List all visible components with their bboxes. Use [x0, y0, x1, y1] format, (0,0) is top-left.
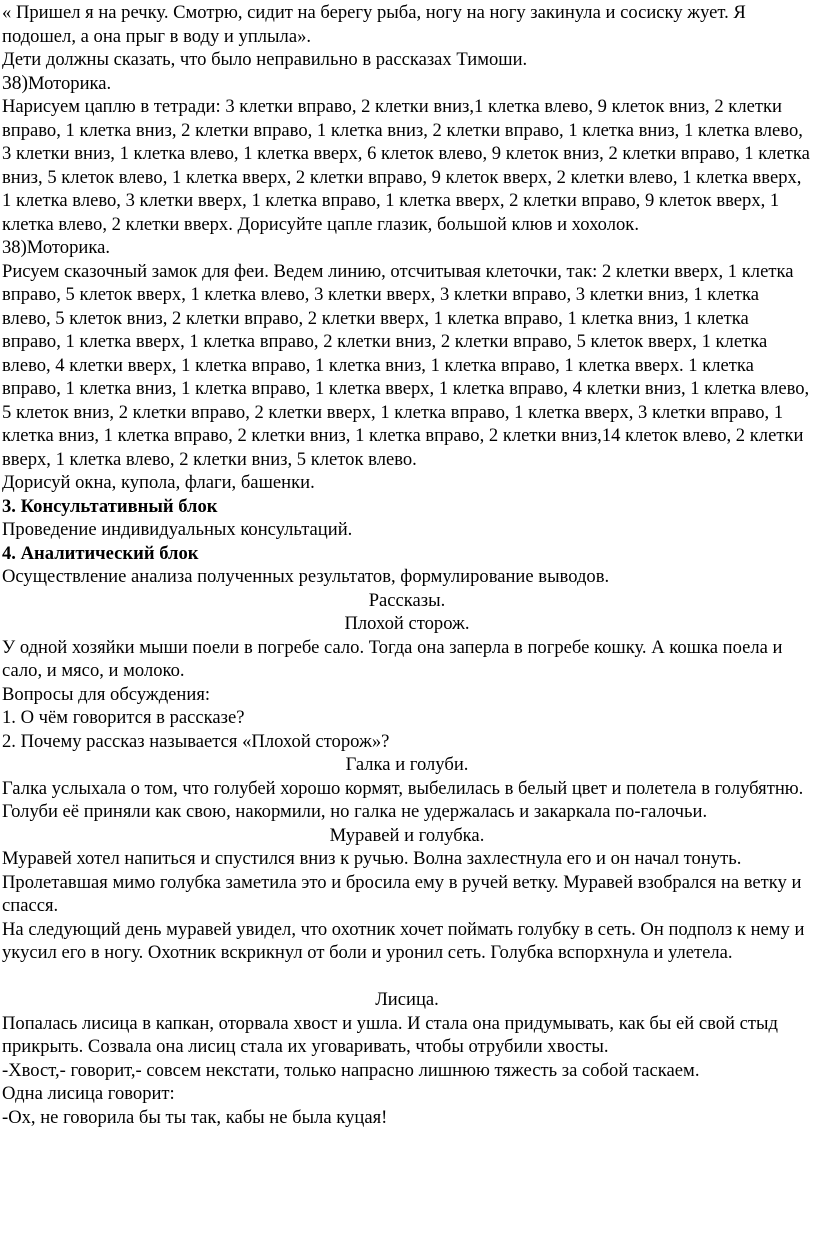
story-title-fox: Лисица. — [375, 989, 439, 1010]
motor-heading-1-number: 38) — [2, 72, 28, 94]
story-text-fox-4: -Ох, не говорила бы ты так, кабы не была куцая! — [2, 1106, 388, 1128]
discussion-question-1: 1. О чём говорится в рассказе? — [2, 707, 245, 728]
story-text-ant-dove-2: На следующий день муравей увидел, что охотник хочет поймать голубку в сеть. Он подполз к нему и укусил его в ногу. Охотник вскрикнул от боли и уронил сеть. Голубка вспорхнула и улетела. — [2, 918, 805, 963]
stories-section-title: Рассказы. — [368, 589, 446, 611]
story-text-fox-1: Попалась лисица в капкан, оторвала хвост и ушла. И стала она придумывать, как бы ей свой стыд прикрыть. Созвала она лисиц стала их уговаривать, чтобы отрубили хвосты. — [2, 1012, 778, 1057]
motor-heading-1-label: Моторика. — [28, 72, 112, 94]
analytic-text: Осуществление анализа полученных результатов, формулирование выводов. — [2, 566, 610, 587]
motor-heading-1 — [2, 72, 812, 96]
consult-text: Проведение индивидуальных консультаций. — [2, 519, 353, 540]
consult-heading: 3. Консультативный блок — [2, 495, 218, 517]
motor-heading-2: 38)Моторика. — [2, 237, 110, 258]
analytic-heading: 4. Аналитический блок — [2, 542, 199, 564]
intro-task: Дети должны сказать, что было неправильно в рассказах Тимоши. — [2, 49, 528, 70]
castle-instructions: Рисуем сказочный замок для феи. Ведем линию, отсчитывая клеточки, так: 2 клетки вверх, 1 клетка вправо, 5 клеток вверх, 1 клетка влево, 3 клетки вверх, 3 клетки вправо, 3 клетки вниз, 1 клетка влево, 5 клеток вниз, 2 клетки вправо, 2 клетки вверх, 1 клетка вправо, 1 клетка вниз, 1 клетка вправо, 1 клетка вверх, 1 клетка вправо, 2 клетки вниз, 2 клетки вправо, 5 клеток вверх, 1 клетка влево, 4 клетки вверх, 1 клетка вправо, 1 клетка вниз, 1 клетка вправо, 1 клетка вверх. 1 клетка вправо, 1 клетка вниз, 1 клетка вправо, 1 клетка вверх, 1 клетка вправо, 4 клетки вниз, 1 клетка влево, 5 клеток вниз, 2 клетки вправо, 2 клетки вверх, 1 клетка вправо, 1 клетка вверх, 3 клетки вправо, 1 клетка вниз, 1 клетка вправо, 2 клетки вниз, 1 клетка вправо, 2 клетки вниз,14 клеток влево, 2 клетки вверх, 1 клетка влево, 2 клетки вниз, 5 клеток влево. — [2, 260, 810, 470]
intro-quote: « Пришел я на речку. Смотрю, сидит на берегу рыба, ногу на ногу закинула и сосиску жует. Я подошел, а она прыг в воду и уплыла». — [2, 2, 746, 47]
story-text-ant-dove-1: Муравей хотел напиться и спустился вниз к ручью. Волна захлестнула его и он начал тонуть. Пролетавшая мимо голубка заметила это и бросила ему в ручей ветку. Муравей взобрался на ветку и спасся. — [2, 848, 802, 916]
story-text-fox-3: Одна лисица говорит: — [2, 1083, 175, 1104]
discussion-question-2: 2. Почему рассказ называется «Плохой сторож»? — [2, 730, 390, 752]
story-text-fox-2: -Хвост,- говорит,- совсем некстати, только напрасно лишнюю тяжесть за собой таскаем. — [2, 1059, 700, 1081]
castle-finish-task: Дорисуй окна, купола, флаги, башенки. — [2, 472, 315, 493]
blank-line — [2, 965, 812, 989]
heron-instructions: Нарисуем цаплю в тетради: 3 клетки вправо, 2 клетки вниз,1 клетка влево, 9 клеток вниз, 2 клетки вправо, 1 клетка вниз, 2 клетки вправо, 1 клетка вниз, 2 клетки вправо, 1 клетка вниз, 1 клетка влево, 3 клетки вниз, 1 клетка влево, 1 клетка вверх, 6 клеток влево, 9 клеток вниз, 2 клетки вправо, 1 клетка вниз, 5 клеток влево, 1 клетка вверх, 2 клетки вправо, 9 клеток вверх, 2 клетки влево, 1 клетка вверх, 1 клетка влево, 3 клетки вверх, 1 клетка вправо, 1 клетка вверх, 2 клетки вправо, 9 клеток вверх, 1 клетка влево, 2 клетки вверх. Дорисуйте цапле глазик, большой клюв и хохолок. — [2, 96, 810, 235]
story-title-bad-guard: Плохой сторож. — [344, 613, 470, 634]
story-title-jackdaw: Галка и голуби. — [345, 754, 469, 775]
story-text-bad-guard: У одной хозяйки мыши поели в погребе сало. Тогда она заперла в погребе кошку. А кошка поела и сало, и мясо, и молоко. — [2, 636, 783, 681]
story-title-ant-dove: Муравей и голубка. — [329, 824, 485, 846]
discussion-questions-label: Вопросы для обсуждения: — [2, 683, 211, 705]
story-text-jackdaw: Галка услыхала о том, что голубей хорошо кормят, выбелилась в белый цвет и полетела в голубятню. Голуби её приняли как свою, накормили, но галка не удержалась и закаркала по-галочьи. — [2, 777, 804, 822]
